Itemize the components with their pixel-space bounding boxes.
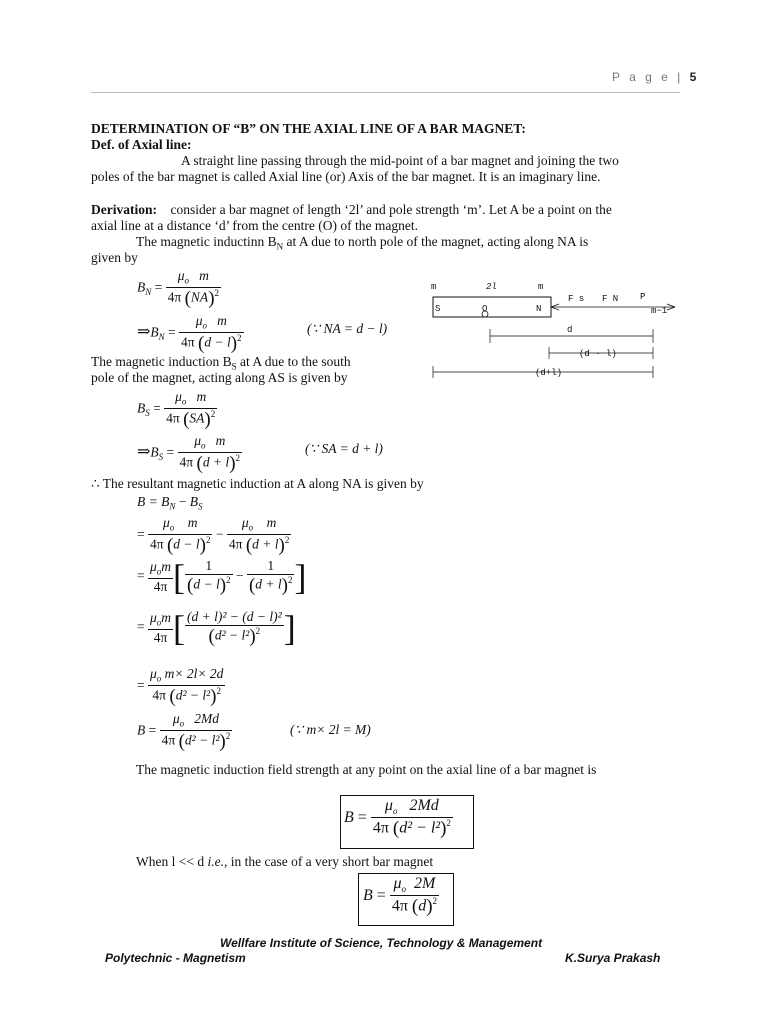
def-text-2: poles of the bar magnet is called Axial line (or) Axis of the bar magnet. It is an imaginary line. (91, 169, 601, 184)
arrow-fn (667, 304, 675, 307)
equation-final-2: B = $\frac{\mu_o 2M}{4\pi (d)^2}$ (363, 875, 438, 918)
equation-step-1: = $\frac{\mu_o m}{4\pi (d - l)^2}$ − $\frac{\mu_o m}{4\pi (d + l)^2}$ (137, 515, 290, 556)
label-o: O (482, 304, 488, 314)
derivation-text-2: axial line at a distance ‘d’ from the centre (O) of the magnet. (91, 218, 418, 233)
equation-bs-2: $\Rightarrow B_S$ = $\frac{\mu_o m}{4\pi (d + l)^2}$ (137, 433, 241, 474)
equation-step-3: = $\frac{\mu_om}{4\pi}$ [ $\frac{\text{(d + l)² − (d − l)²}}{(d^2 - l^2)^2}$ ] (137, 608, 296, 648)
page-label: P a g e | (612, 70, 684, 84)
label-2l: 2l (486, 282, 497, 292)
note-na: (∵ NA = d − l) (307, 321, 388, 336)
header-rule (91, 92, 680, 93)
bar-magnet-rect (433, 297, 551, 317)
derivation-text-1: consider a bar magnet of length ‘2l’ and pole strength ‘m’. Let A be a point on the (170, 202, 612, 217)
label-fs: F s (568, 294, 585, 304)
def-title: Def. of Axial line: (91, 137, 192, 152)
label-fn: F N (602, 294, 619, 304)
field-text: The magnetic induction field strength at any point on the axial line of a bar magnet is (136, 762, 597, 777)
label-m-left: m (431, 282, 437, 292)
main-heading: DETERMINATION OF “B” ON THE AXIAL LINE OF A BAR MAGNET: (91, 121, 526, 136)
south-text-1: The magnetic induction $B_S$ at A due to the south (91, 354, 351, 372)
equation-bn-1: $B_N$ = $\frac{\mu_o m}{4\pi (NA)^2}$ (137, 268, 220, 309)
footer-right: K.Surya Prakash (565, 951, 661, 965)
north-text-2: given by (91, 250, 138, 265)
label-d: d (567, 325, 573, 335)
derivation-para (91, 202, 612, 218)
resultant-text: ∴ The resultant magnetic induction at A along NA is given by (91, 476, 424, 491)
derivation-label: Derivation: (91, 202, 157, 217)
equation-b-sum: $B = B_N - B_S$ (137, 494, 203, 512)
label-d-plus-l: (d+l) (535, 368, 563, 378)
south-text-2: pole of the magnet, acting along AS is given by (91, 370, 348, 385)
label-s: S (435, 304, 441, 314)
label-p: P (640, 292, 646, 302)
note-m: (∵ m× 2l = M) (290, 722, 371, 737)
equation-step-5: B = $\frac{\mu_o 2Md}{4\pi (d^2 - l^2)^2}$ (137, 711, 231, 752)
label-m-right: m (538, 282, 544, 292)
equation-bs-1: $B_S$ = $\frac{\mu_o m}{4\pi (SA)^2}$ (137, 389, 216, 430)
note-sa: (∵ SA = d + l) (305, 441, 383, 456)
def-text-1: A straight line passing through the mid-point of a bar magnet and joining the two (181, 153, 619, 168)
equation-step-2: = $\frac{\mu_om}{4\pi}$ [ $\frac{1}{(d - l)^2}$ − $\frac{1}{(d + l)^2}$ ] (137, 557, 307, 597)
label-m1: m−1 (651, 306, 668, 316)
label-n: N (536, 304, 542, 314)
equation-step-4: = $\frac{\mu_o m\times 2l\times 2d}{4\pi (d^2 - l^2)^2}$ (137, 666, 224, 707)
page-number: 5 (689, 70, 697, 84)
page-header (612, 70, 696, 84)
equation-final-1: B = $\frac{\mu_o 2Md}{4\pi (d^2 - l^2)^2}$ (344, 797, 451, 840)
short-magnet-text: When l << d i.e., in the case of a very short bar magnet (136, 854, 434, 869)
footer-left: Polytechnic - Magnetism (105, 951, 246, 965)
bar-magnet-diagram (425, 276, 685, 386)
arrow-fs (551, 304, 559, 307)
footer-institute: Wellfare Institute of Science, Technology & Management (220, 936, 543, 950)
label-d-minus-l: (d - l) (579, 349, 617, 359)
north-text-1: The magnetic inductinn $B_N$ at A due to north pole of the magnet, acting along NA is (136, 234, 589, 252)
equation-bn-2: $\Rightarrow B_N$ = $\frac{\mu_o m}{4\pi (d - l)^2}$ (137, 313, 242, 354)
